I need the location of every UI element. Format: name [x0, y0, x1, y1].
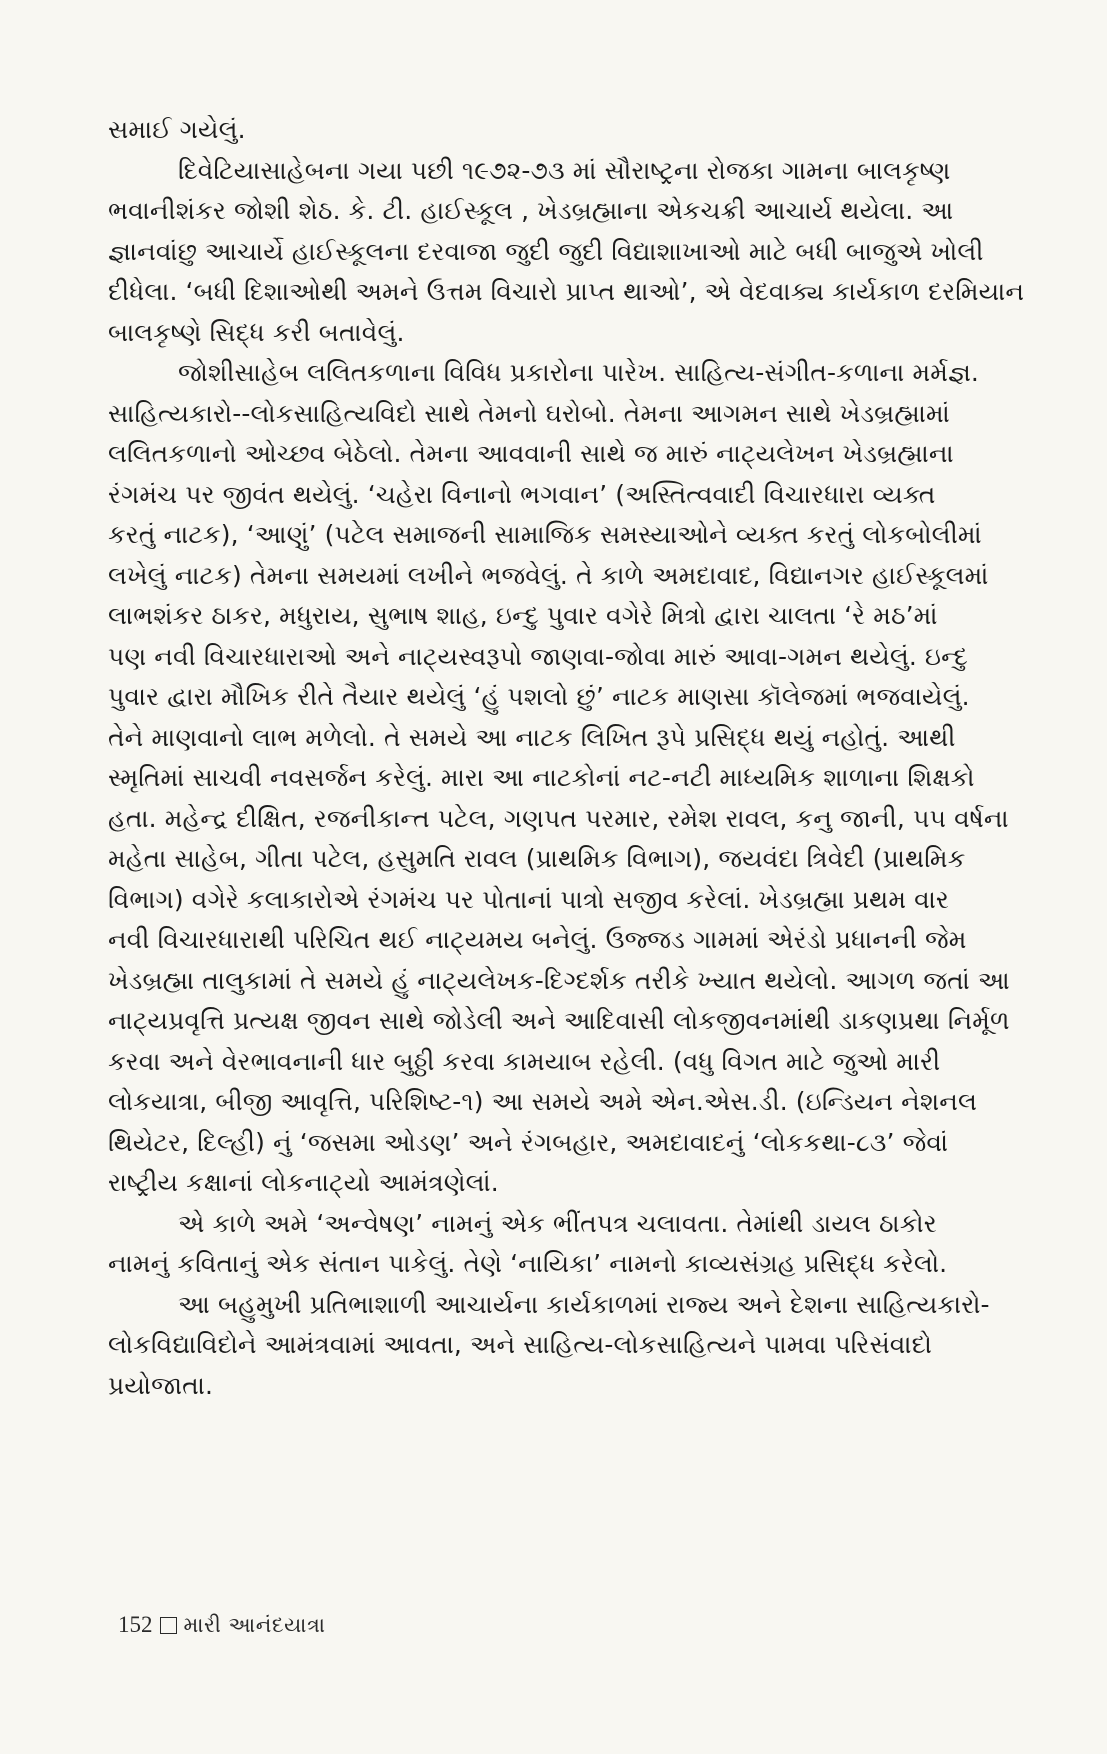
- page-number: 152: [118, 1612, 153, 1637]
- text-line: કરતું નાટક), ‘આણું’ (પટેલ સમાજની સામાજિક સમસ્યાઓને વ્યક્ત કરતું લોકબોલીમાં: [108, 520, 982, 549]
- paragraph-start-line: દિવેટિયાસાહેબના ગયા પછી ૧૯૭૨-૭૩ માં સૌરાષ્ટ્રના રોજકા ગામના બાલકૃષ્ણ: [178, 155, 951, 185]
- text-line: સમાઈ ગયેલું.: [108, 115, 246, 144]
- text-line: કરવા અને વેરભાવનાની ધાર બુઠ્ઠી કરવા કામયાબ રહેલી. (વધુ વિગત માટે જુઓ મારી: [108, 1046, 941, 1076]
- text-line: પ્રયોજાતા.: [108, 1370, 213, 1400]
- book-title: મારી આનંદયાત્રા: [183, 1613, 326, 1637]
- page-footer: [118, 1610, 326, 1640]
- text-line: વિભાગ) વગેરે કલાકારોએ રંગમંચ પર પોતાનાં પાત્રો સજીવ કરેલાં. ખેડબ્રહ્મા પ્રથમ વાર: [108, 884, 949, 914]
- text-line: જ્ઞાનવાંછુ આચાર્યે હાઈસ્કૂલના દરવાજા જુદી જુદી વિદ્યાશાખાઓ માટે બધી બાજુએ ખોલી: [108, 236, 984, 266]
- text-line: નામનું કવિતાનું એક સંતાન પાકેલું. તેણે ‘નાયિકા’ નામનો કાવ્યસંગ્રહ પ્રસિદ્ધ કરેલો.: [108, 1249, 948, 1278]
- text-line: તેને માણવાનો લાભ મળેલો. તે સમયે આ નાટક લિખિત રૂપે પ્રસિદ્ધ થયું નહોતું. આથી: [108, 722, 956, 752]
- text-line: સ્મૃતિમાં સાચવી નવસર્જન કરેલું. મારા આ નાટકોનાં નટ-નટી માધ્યમિક શાળાના શિક્ષકો: [108, 763, 975, 792]
- text-line: લખેલું નાટક) તેમના સમયમાં લખીને ભજવેલું. તે કાળે અમદાવાદ, વિદ્યાનગર હાઈસ્કૂલમાં: [108, 560, 989, 590]
- paragraph-start-line: એ કાળે અમે ‘અન્વેષણ’ નામનું એક ભીંતપત્ર ચલાવતા. તેમાંથી ડાયલ ઠાકોર: [178, 1208, 937, 1238]
- body-text: [108, 110, 1026, 1406]
- text-line: બાલકૃષ્ણે સિદ્ધ કરી બતાવેલું.: [108, 317, 405, 347]
- text-line: ભવાનીશંકર જોશી શેઠ. કે. ટી. હાઈસ્કૂલ , ખેડબ્રહ્માના એકચક્રી આચાર્ય થયેલા. આ: [108, 196, 954, 225]
- text-line: નાટ્યપ્રવૃત્તિ પ્રત્યક્ષ જીવન સાથે જોડેલી અને આદિવાસી લોકજીવનમાંથી ડાકણપ્રથા નિર્મૂળ: [108, 1006, 1010, 1035]
- square-separator-icon: [160, 1617, 177, 1634]
- text-line: સાહિત્યકારો--લોકસાહિત્યવિદો સાથે તેમનો ઘરોબો. તેમના આગમન સાથે ખેડબ્રહ્મામાં: [108, 398, 950, 428]
- text-line: પુવાર દ્વારા મૌખિક રીતે તૈયાર થયેલું ‘હું પશલો છું’ નાટક માણસા કૉલેજમાં ભજવાયેલું.: [108, 682, 970, 711]
- text-line: થિયેટર, દિલ્હી) નું ‘જસમા ઓડણ’ અને રંગબહાર, અમદાવાદનું ‘લોકકથા-૮૩’ જેવાં: [108, 1127, 949, 1157]
- text-line: રાષ્ટ્રીય કક્ષાનાં લોકનાટ્યો આમંત્રણેલાં.: [108, 1168, 499, 1197]
- text-line: નવી વિચારધારાથી પરિચિત થઈ નાટ્યમય બનેલું. ઉજ્જડ ગામમાં એરંડો પ્રધાનની જેમ: [108, 925, 967, 954]
- text-line: મહેતા સાહેબ, ગીતા પટેલ, હસુમતિ રાવલ (પ્રાથમિક વિભાગ), જયવંદા ત્રિવેદી (પ્રાથમિક: [108, 844, 966, 873]
- paragraph-start-line: આ બહુમુખી પ્રતિભાશાળી આચાર્યના કાર્યકાળમાં રાજ્ય અને દેશના સાહિત્યકારો-: [178, 1289, 990, 1319]
- text-line: દીધેલા. ‘બધી દિશાઓથી અમને ઉત્તમ વિચારો પ્રાપ્ત થાઓ’, એ વેદવાક્ય કાર્યકાળ દરમિયાન: [108, 277, 1025, 306]
- paragraph-start-line: જોશીસાહેબ લલિતકળાના વિવિધ પ્રકારોના પારેખ. સાહિત્ય-સંગીત-કળાના મર્મજ્ઞ.: [178, 358, 979, 387]
- text-line: લાભશંકર ઠાકર, મધુરાય, સુભાષ શાહ, ઇન્દુ પુવાર વગેરે મિત્રો દ્વારા ચાલતા ‘રે મઠ’માં: [108, 601, 938, 630]
- text-line: લોકવિદ્યાવિદોને આમંત્રવામાં આવતા, અને સાહિત્ય-લોકસાહિત્યને પામવા પરિસંવાદો: [108, 1330, 932, 1359]
- text-line: ખેડબ્રહ્મા તાલુકામાં તે સમયે હું નાટ્યલેખક-દિગ્દર્શક તરીકે ખ્યાત થયેલો. આગળ જતાં આ: [108, 965, 1010, 995]
- text-line: લલિતકળાનો ઓચ્છવ બેઠેલો. તેમના આવવાની સાથે જ મારું નાટ્યલેખન ખેડબ્રહ્માના: [108, 439, 954, 468]
- text-line: લોકયાત્રા, બીજી આવૃત્તિ, પરિશિષ્ટ-૧) આ સમયે અમે એન.એસ.ડી. (ઇન્ડિયન નેશનલ: [108, 1087, 978, 1116]
- text-line: પણ નવી વિચારધારાઓ અને નાટ્યસ્વરૂપો જાણવા-જોવા મારું આવા-ગમન થયેલું. ઇન્દુ: [108, 641, 968, 671]
- text-line: રંગમંચ પર જીવંત થયેલું. ‘ચહેરા વિનાનો ભગવાન’ (અસ્તિત્વવાદી વિચારધારા વ્યક્ત: [108, 479, 936, 509]
- text-line: હતા. મહેન્દ્ર દીક્ષિત, રજનીકાન્ત પટેલ, ગણપત પરમાર, રમેશ રાવલ, કનુ જાની, ૫૫ વર્ષના: [108, 803, 1009, 833]
